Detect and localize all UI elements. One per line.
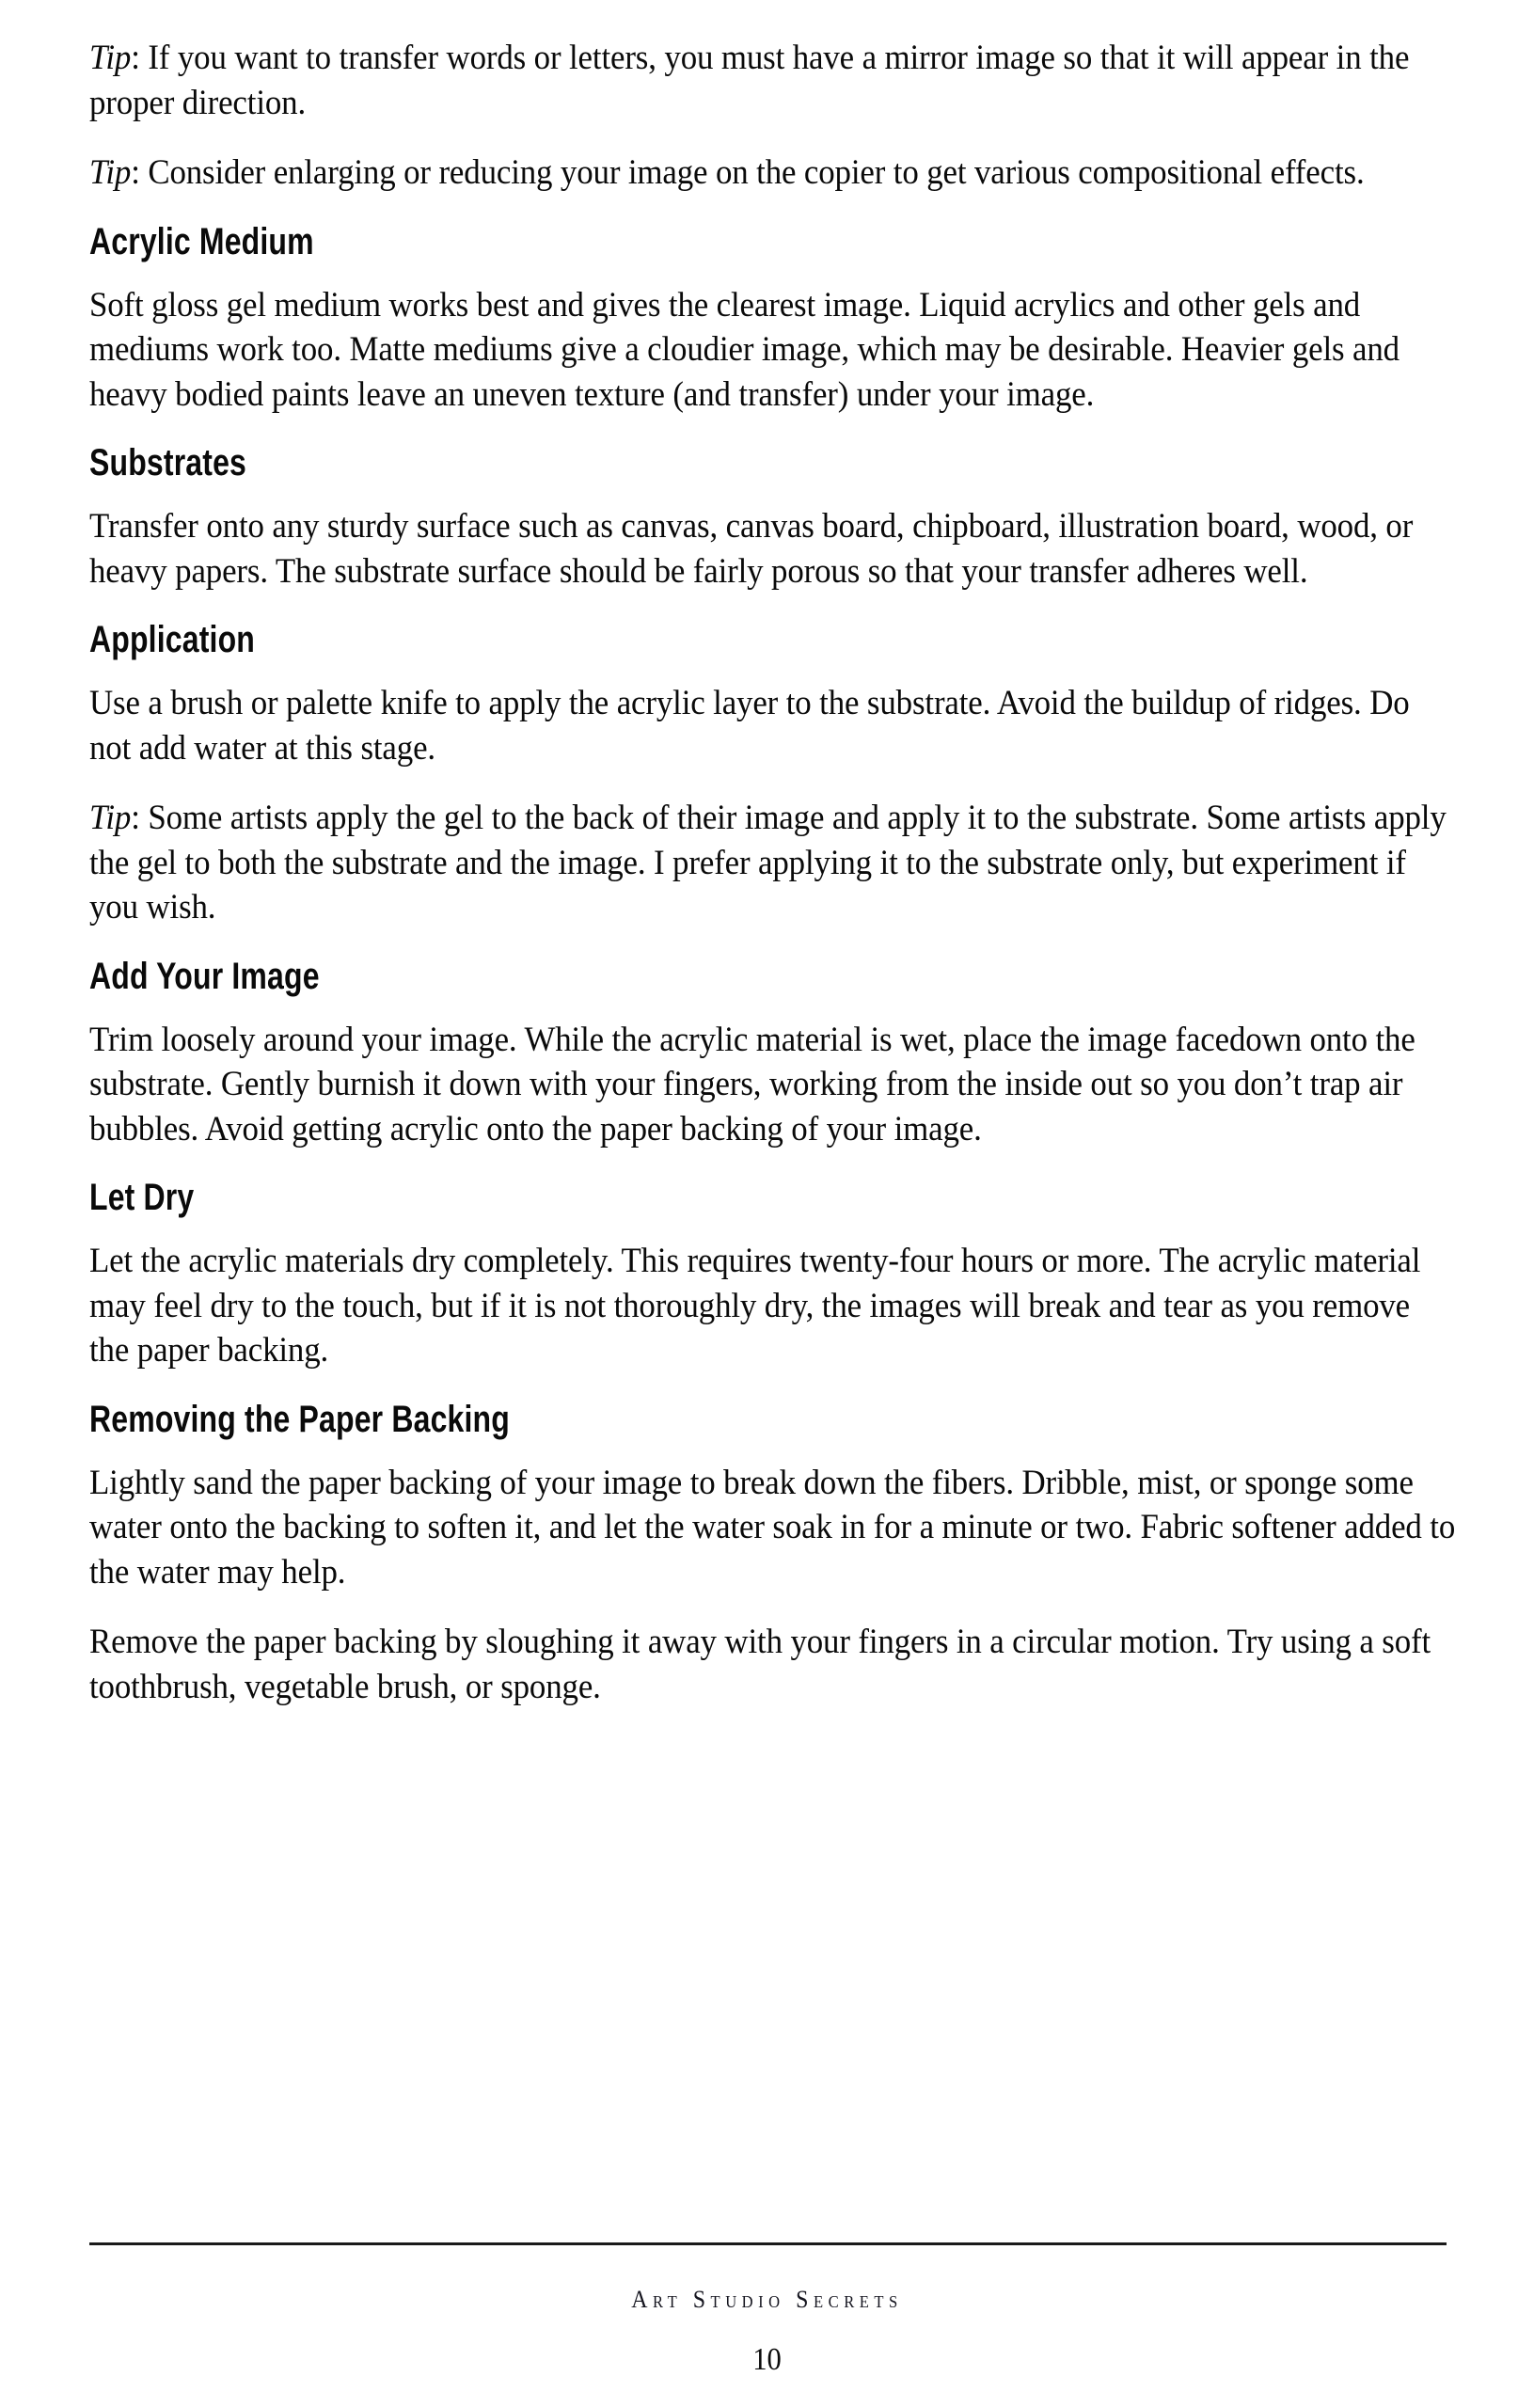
tip-paragraph xyxy=(89,150,1458,196)
section-heading: Application xyxy=(89,619,255,660)
body-paragraph: Let the acrylic materials dry completely. This requires twenty-four hours or more. The acrylic material may feel dry to the touch, but if it is not thoroughly dry, the images will break and tear as you remove the paper backing. xyxy=(89,1242,1421,1370)
page-content xyxy=(89,36,1458,1735)
tip-label: Tip xyxy=(89,799,132,837)
section-heading: Let Dry xyxy=(89,1177,195,1218)
tip-label: Tip xyxy=(89,153,132,192)
section-heading: Substrates xyxy=(89,442,246,483)
body-paragraph: Lightly sand the paper backing of your image to break down the fibers. Dribble, mist, or sponge some water onto the backing to soften it, and let the water soak in for a minute or two. Fabric softener added to the water may help. xyxy=(89,1463,1456,1592)
page-number: 10 xyxy=(752,2342,782,2377)
section-heading: Add Your Image xyxy=(89,955,320,997)
tip-text: : Some artists apply the gel to the back of their image and apply it to the substrate. Some artists apply the gel to both the substrate and the image. I prefer applying it to the substrate only, but experiment if you wish. xyxy=(89,799,1447,927)
tip-paragraph xyxy=(89,36,1458,125)
section-heading: Acrylic Medium xyxy=(89,220,314,262)
body-paragraph: Use a brush or palette knife to apply the acrylic layer to the substrate. Avoid the buildup of ridges. Do not add water at this stage. xyxy=(89,684,1410,768)
tip-label: Tip xyxy=(89,39,132,77)
footer-book-title: Art Studio Secrets xyxy=(631,2286,903,2313)
footer-divider xyxy=(89,2242,1447,2245)
tip-text: : Consider enlarging or reducing your image on the copier to get various compositional effects. xyxy=(131,153,1365,192)
body-paragraph: Trim loosely around your image. While the acrylic material is wet, place the image facedown onto the substrate. Gently burnish it down with your fingers, working from the inside out so you don’t trap air bubbles. Avoid getting acrylic onto the paper backing of your image. xyxy=(89,1020,1415,1149)
tip-paragraph xyxy=(89,796,1458,930)
body-paragraph: Remove the paper backing by sloughing it away with your fingers in a circular motion. Try using a soft toothbrush, vegetable brush, or sponge. xyxy=(89,1623,1431,1706)
tip-text: : If you want to transfer words or letters, you must have a mirror image so that it will appear in the proper direction. xyxy=(89,39,1410,122)
body-paragraph: Transfer onto any sturdy surface such as canvas, canvas board, chipboard, illustration board, wood, or heavy papers. The substrate surface should be fairly porous so that your transfer adheres well. xyxy=(89,507,1414,591)
body-paragraph: Soft gloss gel medium works best and gives the clearest image. Liquid acrylics and other gels and mediums work too. Matte mediums give a cloudier image, which may be desirable. Heavier gels and heavy bodied paints leave an uneven texture (and transfer) under your image. xyxy=(89,285,1400,414)
section-heading: Removing the Paper Backing xyxy=(89,1398,510,1440)
